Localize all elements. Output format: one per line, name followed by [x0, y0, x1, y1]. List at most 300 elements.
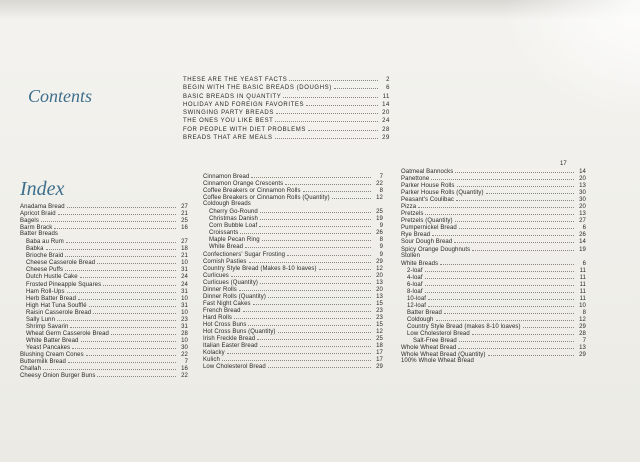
entry-label: 12-loaf: [407, 302, 427, 309]
entry-label: Bagels: [20, 218, 39, 225]
index-entry: [203, 251, 383, 258]
entry-page: 14: [579, 169, 586, 175]
entry-label: Yeast Pancakes: [26, 344, 71, 351]
entry-page: 23: [181, 316, 188, 323]
index-entry: [401, 189, 586, 196]
index-entry: [203, 342, 383, 349]
dot-leader: [459, 224, 574, 229]
entry-label: Pumpernickel Bread: [401, 225, 457, 232]
index-entry: [401, 238, 586, 245]
entry-label: Whole Wheat Bread: [401, 345, 457, 352]
entry-label: High Hat Tuna Soufflé: [26, 302, 87, 309]
index-entry: [203, 363, 383, 370]
index-entry: [401, 196, 586, 203]
dot-leader: [425, 210, 574, 215]
index-entry: [20, 295, 188, 302]
entry-page: 29: [579, 352, 586, 359]
index-entry: [20, 203, 188, 210]
index-entry: [401, 344, 586, 351]
index-entry: [20, 316, 188, 323]
index-entry: [203, 279, 383, 286]
index-entry: [203, 258, 383, 265]
dot-leader: [222, 356, 371, 361]
dot-leader: [260, 279, 371, 284]
entry-label: Batter Breads: [20, 231, 58, 238]
index-entry: [203, 328, 383, 335]
entry-page: 8: [379, 188, 383, 195]
index-entry: [401, 217, 586, 224]
entry-label: Peasant's Coulibac: [401, 197, 454, 204]
entry-page: 14: [382, 101, 390, 108]
dot-leader: [275, 134, 378, 139]
entry-label: Dinner Rolls (Quantity): [203, 293, 266, 300]
entry-label: 4-loaf: [407, 274, 423, 281]
index-entry: [20, 273, 188, 280]
entry-label: HOLIDAY AND FOREIGN FAVORITES: [183, 101, 305, 108]
index-entry: [203, 286, 383, 293]
entry-label: Irish Freckle Bread: [203, 336, 256, 343]
entry-label: 100% Whole Wheat Bread: [401, 358, 474, 365]
entry-page: 6: [386, 85, 390, 92]
index-entry: [20, 323, 188, 330]
dot-leader: [227, 349, 371, 354]
entry-label: Pizza: [401, 204, 417, 211]
dot-leader: [89, 302, 176, 307]
entry-label: Ham Roll-Ups: [26, 288, 65, 295]
dot-leader: [57, 316, 176, 321]
entry-label: Low Cholesterol Bread: [203, 364, 266, 371]
dot-leader: [486, 189, 574, 194]
entry-label: Brioche Braid: [26, 253, 64, 260]
dot-leader: [260, 215, 371, 220]
entry-page: 11: [382, 93, 390, 100]
entry-page: 28: [181, 330, 188, 337]
index-entry: [20, 231, 188, 238]
entry-label: Cheesy Onion Burger Buns: [20, 373, 96, 380]
entry-page: 20: [382, 110, 390, 117]
entry-page: 23: [376, 314, 383, 321]
dot-leader: [78, 295, 176, 300]
entry-label: Curlicues (Quantity): [203, 279, 259, 286]
dot-leader: [425, 281, 574, 286]
dot-leader: [283, 93, 378, 98]
entry-page: 11: [579, 267, 586, 274]
dot-leader: [239, 286, 371, 291]
entry-label: Fast Night Cakes: [203, 300, 251, 307]
entry-page: 17: [376, 350, 383, 357]
dot-leader: [428, 302, 574, 307]
dot-leader: [231, 272, 371, 277]
entry-page: 30: [579, 197, 586, 204]
entry-page: 22: [181, 373, 188, 380]
entry-label: Country Style Bread (Makes 8-10 loaves): [203, 265, 317, 272]
entry-page: 15: [376, 321, 383, 328]
entry-label: Babka: [26, 246, 44, 253]
entry-label: Pretzels: [401, 211, 424, 218]
entry-label: Cherry Go-Round: [209, 209, 258, 216]
dot-leader: [260, 208, 371, 213]
dot-leader: [268, 293, 371, 298]
entry-page: 6: [582, 260, 586, 267]
entry-label: Stollen: [401, 252, 421, 259]
dot-leader: [54, 224, 176, 229]
entry-page: 20: [376, 286, 383, 293]
entry-label: Maple Pecan Ring: [209, 237, 260, 244]
index-entry: [401, 182, 586, 189]
index-entry: [20, 365, 188, 372]
entry-label: White Breads: [401, 260, 439, 267]
entry-label: THESE ARE THE YEAST FACTS: [183, 77, 288, 83]
entry-label: Hot Cross Buns (Quantity): [203, 329, 276, 336]
contents-list: [183, 76, 390, 142]
dot-leader: [262, 236, 371, 241]
entry-label: Rye Bread: [401, 232, 431, 239]
entry-label: Christmas Danish: [209, 216, 258, 223]
index-entry: [203, 180, 383, 187]
index-entry: [183, 134, 390, 142]
dot-leader: [488, 351, 575, 356]
index-entry: [203, 321, 383, 328]
dot-leader: [523, 323, 574, 328]
entry-label: Spicy Orange Doughnuts: [401, 246, 471, 253]
index-entry: [203, 215, 383, 222]
dot-leader: [67, 288, 176, 293]
index-entry: [20, 252, 188, 259]
index-entry: [401, 274, 586, 281]
entry-page: 8: [379, 237, 383, 244]
entry-page: 13: [579, 211, 586, 218]
entry-label: Confectioners' Sugar Frosting: [203, 251, 286, 258]
index-entry: [203, 293, 383, 300]
dot-leader: [103, 281, 176, 286]
entry-label: Whole Wheat Bread (Quantity): [401, 352, 486, 359]
entry-page: 24: [382, 118, 390, 125]
index-column-3-stray-page: 17: [560, 161, 567, 167]
dot-leader: [65, 252, 176, 257]
entry-label: BASIC BREADS IN QUANTITY: [183, 93, 282, 100]
entry-page: 18: [181, 246, 188, 253]
entry-page: 18: [376, 343, 383, 350]
entry-label: Coldough Breads: [203, 201, 251, 208]
dot-leader: [440, 260, 574, 265]
dot-leader: [86, 351, 176, 356]
dot-leader: [459, 337, 574, 342]
dot-leader: [425, 288, 574, 293]
entry-label: 8-loaf: [407, 288, 423, 295]
index-entry: [183, 109, 390, 117]
entry-label: 2-loaf: [407, 267, 423, 274]
entry-page: 2: [386, 77, 390, 83]
dot-leader: [455, 217, 574, 222]
index-entry: [20, 217, 188, 224]
entry-label: FOR PEOPLE WITH DIET PROBLEMS: [183, 126, 306, 133]
dot-leader: [285, 180, 371, 185]
entry-page: 7: [582, 338, 586, 345]
index-entry: [401, 267, 586, 274]
entry-page: 12: [376, 265, 383, 272]
dot-leader: [260, 342, 371, 347]
dot-leader: [67, 203, 176, 208]
dot-leader: [276, 109, 378, 114]
dot-leader: [253, 300, 371, 305]
entry-page: 11: [579, 295, 586, 302]
entry-label: Hard Rolls: [203, 314, 233, 321]
entry-page: 21: [181, 253, 188, 260]
index-entry: [401, 281, 586, 288]
entry-label: Italian Easter Bread: [203, 343, 258, 350]
index-entry: [401, 224, 586, 231]
dot-leader: [472, 330, 574, 335]
index-entry: [401, 168, 586, 175]
entry-label: Dutch Hustle Cake: [26, 274, 78, 281]
entry-label: Croissants: [209, 230, 239, 237]
dot-leader: [93, 309, 176, 314]
entry-page: 22: [181, 351, 188, 358]
entry-page: 29: [579, 324, 586, 331]
entry-label: SWINGING PARTY BREADS: [183, 110, 274, 117]
dot-leader: [306, 101, 378, 106]
index-entry: [20, 330, 188, 337]
entry-label: Raisin Casserole Bread: [26, 309, 92, 316]
entry-page: 11: [579, 274, 586, 281]
dot-leader: [431, 175, 574, 180]
index-entry: [401, 260, 586, 267]
entry-label: Buttermilk Bread: [20, 359, 66, 366]
entry-page: 10: [181, 260, 188, 267]
entry-label: Low Cholesterol Bread: [407, 331, 470, 338]
index-entry: [203, 265, 383, 272]
index-entry: [183, 93, 390, 101]
index-entry: [401, 316, 586, 323]
dot-leader: [425, 267, 574, 272]
entry-label: White Batter Bread: [26, 337, 79, 344]
dot-leader: [80, 273, 176, 278]
entry-page: 31: [181, 288, 188, 295]
entry-page: 14: [579, 239, 586, 246]
entry-page: 6: [582, 225, 586, 232]
entry-page: 21: [181, 211, 188, 218]
index-entry: [183, 76, 390, 84]
entry-page: 9: [379, 251, 383, 258]
index-column-3: [401, 168, 586, 365]
dot-leader: [46, 245, 176, 250]
index-entry: [203, 173, 383, 180]
entry-page: 9: [379, 244, 383, 251]
index-entry: [20, 372, 188, 379]
index-entry: [401, 337, 586, 344]
entry-page: 15: [376, 300, 383, 307]
entry-page: 8: [582, 309, 586, 316]
entry-page: 27: [181, 239, 188, 246]
entry-label: Anadama Bread: [20, 204, 65, 210]
dot-leader: [249, 258, 371, 263]
entry-page: 26: [579, 232, 586, 239]
entry-page: 24: [181, 274, 188, 281]
entry-page: 19: [579, 246, 586, 253]
entry-label: Cheese Casserole Bread: [26, 260, 96, 267]
entry-label: 10-loaf: [407, 295, 427, 302]
dot-leader: [70, 323, 176, 328]
entry-page: 11: [579, 281, 586, 288]
entry-page: 10: [181, 337, 188, 344]
dot-leader: [65, 266, 176, 271]
entry-page: 13: [579, 345, 586, 352]
index-entry: [203, 208, 383, 215]
entry-label: Parker House Rolls: [401, 183, 455, 190]
entry-label: Kolacky: [203, 350, 225, 357]
dot-leader: [66, 238, 176, 243]
dot-leader: [455, 168, 574, 173]
entry-page: 20: [376, 272, 383, 279]
index-column-1: [20, 203, 188, 379]
index-entry: [20, 288, 188, 295]
entry-label: Cornish Pasties: [203, 258, 247, 265]
entry-page: 25: [376, 336, 383, 343]
dot-leader: [97, 259, 176, 264]
index-entry: [203, 300, 383, 307]
dot-leader: [289, 76, 378, 81]
dot-leader: [278, 328, 371, 333]
index-entry: [20, 259, 188, 266]
entry-label: Hot Cross Buns: [203, 321, 247, 328]
entry-page: 19: [376, 216, 383, 223]
entry-page: 22: [376, 181, 383, 188]
entry-label: Coffee Breakers or Cinnamon Rolls (Quantity): [203, 195, 330, 202]
entry-label: Frosted Pineapple Squares: [26, 281, 102, 288]
dot-leader: [97, 372, 176, 377]
index-entry: [203, 272, 383, 279]
index-entry: [183, 101, 390, 109]
entry-label: Corn Bubble Loaf: [209, 223, 258, 230]
entry-label: Wheat Germ Casserole Bread: [26, 330, 109, 337]
entry-label: Herb Batter Bread: [26, 295, 77, 302]
index-entry: [203, 236, 383, 243]
entry-page: 29: [382, 135, 390, 142]
entry-label: Sour Dough Bread: [401, 239, 453, 246]
entry-label: Cheese Puffs: [26, 267, 64, 274]
index-entry: [20, 266, 188, 273]
entry-page: 26: [376, 230, 383, 237]
index-entry: [20, 337, 188, 344]
dot-leader: [428, 295, 574, 300]
index-entry: [203, 201, 383, 208]
dot-leader: [436, 316, 575, 321]
entry-page: 20: [579, 176, 586, 183]
entry-page: 7: [184, 359, 188, 366]
entry-page: 29: [376, 364, 383, 371]
entry-label: Cinnamon Orange Crescents: [203, 181, 284, 188]
page-glare: [500, 0, 640, 120]
entry-page: 20: [579, 204, 586, 211]
entry-label: Curlicues: [203, 272, 229, 279]
entry-page: 30: [181, 344, 188, 351]
entry-label: Dinner Rolls: [203, 286, 237, 293]
index-entry: [401, 288, 586, 295]
dot-leader: [457, 182, 575, 187]
entry-page: 24: [181, 281, 188, 288]
entry-page: 11: [579, 288, 586, 295]
entry-label: Shrimp Savarin: [26, 323, 69, 330]
index-entry: [203, 194, 383, 201]
entry-page: 12: [579, 316, 586, 323]
dot-leader: [319, 265, 371, 270]
entry-page: 27: [181, 204, 188, 210]
index-entry: [401, 309, 586, 316]
entry-page: 17: [376, 357, 383, 364]
index-entry: [20, 344, 188, 351]
contents-heading: Contents: [28, 86, 93, 106]
entry-label: Parker House Rolls (Quantity): [401, 190, 484, 197]
dot-leader: [43, 365, 176, 370]
dot-leader: [458, 344, 574, 349]
entry-label: Panettone: [401, 176, 430, 183]
entry-label: THE ONES YOU LIKE BEST: [183, 118, 274, 125]
entry-label: Apricot Braid: [20, 211, 56, 218]
entry-label: Cinnamon Bread: [203, 174, 250, 180]
index-entry: [401, 323, 586, 330]
entry-page: 29: [376, 258, 383, 265]
entry-label: Barm Brack: [20, 225, 53, 232]
entry-page: 13: [376, 293, 383, 300]
index-entry: [203, 335, 383, 342]
entry-label: Country Style Bread (makes 8-10 loaves): [407, 324, 521, 331]
entry-page: 13: [376, 279, 383, 286]
entry-label: Baba au Rum: [26, 239, 64, 246]
entry-label: Oatmeal Bannocks: [401, 169, 454, 175]
dot-leader: [472, 246, 574, 251]
dot-leader: [68, 358, 176, 363]
entry-label: Coldough: [407, 316, 434, 323]
entry-page: 16: [181, 225, 188, 232]
entry-page: 25: [376, 209, 383, 216]
entry-page: 10: [181, 295, 188, 302]
index-entry: [203, 222, 383, 229]
index-entry: [401, 295, 586, 302]
dot-leader: [257, 335, 371, 340]
index-entry: [20, 245, 188, 252]
entry-page: 16: [181, 366, 188, 373]
index-entry: [183, 84, 390, 92]
dot-leader: [418, 203, 574, 208]
entry-label: Coffee Breakers or Cinnamon Rolls: [203, 188, 301, 195]
dot-leader: [245, 243, 371, 248]
index-entry: [20, 210, 188, 217]
index-entry: [183, 117, 390, 125]
index-entry: [401, 330, 586, 337]
dot-leader: [275, 117, 378, 122]
entry-label: BREADS THAT ARE MEALS: [183, 135, 273, 142]
entry-label: 6-loaf: [407, 281, 423, 288]
index-entry: [401, 175, 586, 182]
dot-leader: [259, 222, 371, 227]
index-entry: [20, 309, 188, 316]
entry-page: 30: [579, 190, 586, 197]
dot-leader: [303, 187, 371, 192]
index-entry: [203, 356, 383, 363]
index-entry: [401, 302, 586, 309]
dot-leader: [332, 194, 371, 199]
entry-page: 12: [376, 329, 383, 336]
dot-leader: [251, 173, 371, 178]
dot-leader: [425, 274, 574, 279]
dot-leader: [308, 126, 378, 131]
dot-leader: [444, 309, 574, 314]
index-entry: [203, 307, 383, 314]
entry-page: 23: [376, 307, 383, 314]
index-entry: [401, 231, 586, 238]
entry-label: Kulich: [203, 357, 220, 364]
index-entry: [20, 238, 188, 245]
